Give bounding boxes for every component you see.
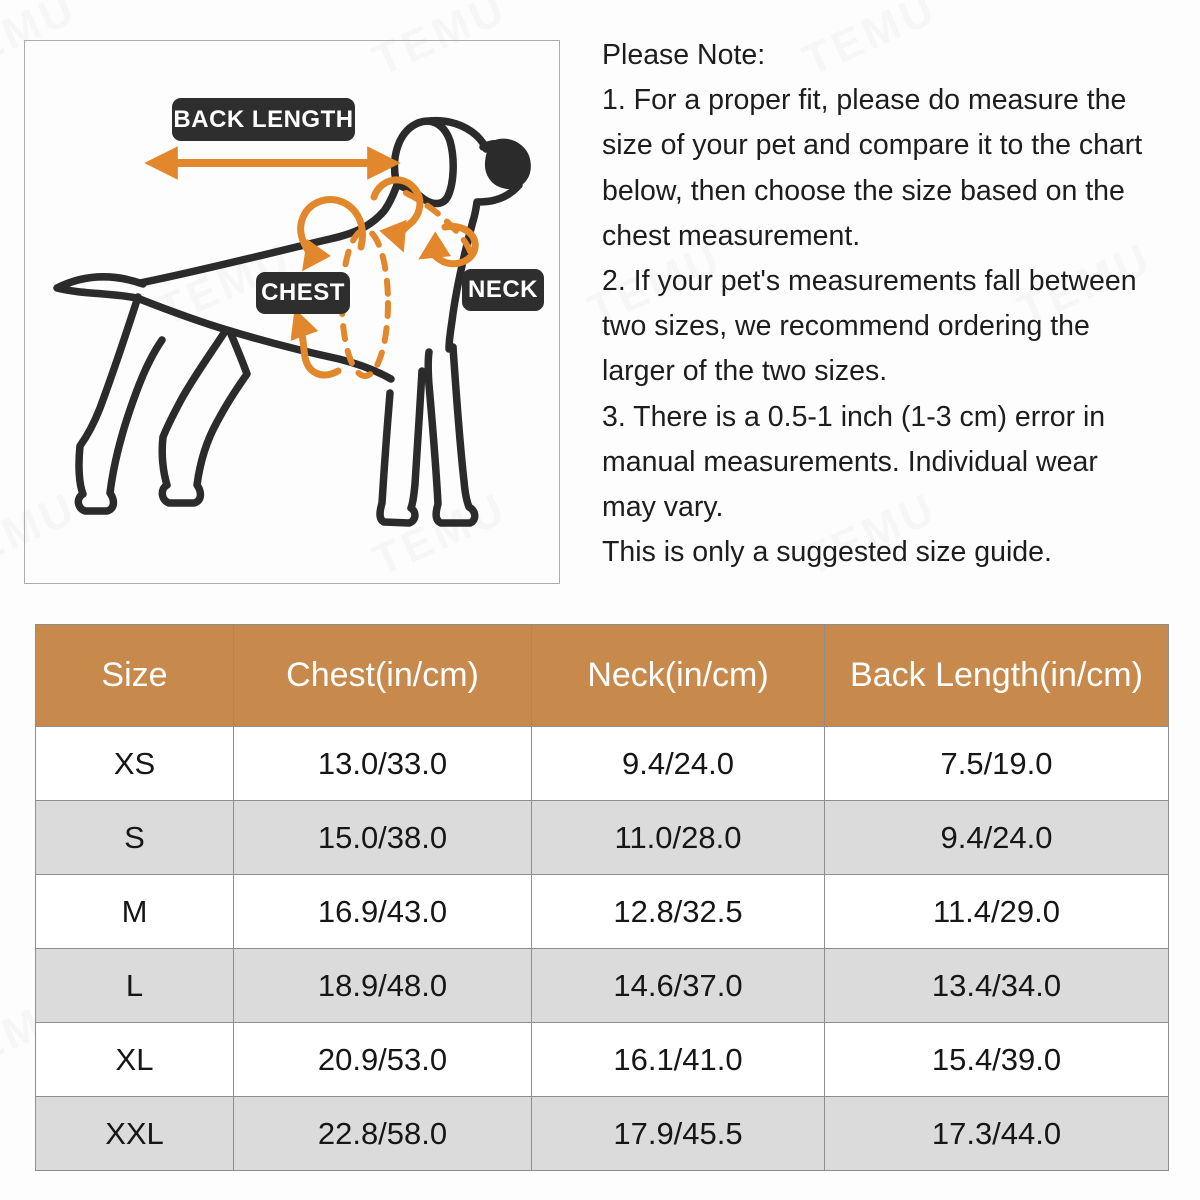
column-header: Neck(in/cm) bbox=[532, 625, 825, 727]
size-cell: S bbox=[36, 801, 234, 875]
measurement-cell: 13.4/34.0 bbox=[825, 949, 1169, 1023]
note-line: larger of the two sizes. bbox=[602, 355, 888, 388]
neck-label: NECK bbox=[462, 269, 544, 311]
chest-label: CHEST bbox=[256, 272, 350, 314]
measurement-cell: 12.8/32.5 bbox=[532, 875, 825, 949]
measurement-cell: 13.0/33.0 bbox=[234, 727, 532, 801]
table-row bbox=[36, 1097, 1169, 1171]
measurement-diagram-panel bbox=[24, 40, 560, 584]
note-line: size of your pet and compare it to the chart bbox=[602, 129, 1143, 162]
measurement-cell: 20.9/53.0 bbox=[234, 1023, 532, 1097]
note-line: 3. There is a 0.5-1 inch (1-3 cm) error in bbox=[602, 400, 1106, 433]
please-note-text bbox=[602, 33, 1182, 575]
measurement-cell: 15.0/38.0 bbox=[234, 801, 532, 875]
note-line: 1. For a proper fit, please do measure the bbox=[602, 84, 1127, 117]
size-cell: XL bbox=[36, 1023, 234, 1097]
measurement-cell: 22.8/58.0 bbox=[234, 1097, 532, 1171]
table-row bbox=[36, 875, 1169, 949]
dog-outline bbox=[57, 121, 527, 523]
size-cell: L bbox=[36, 949, 234, 1023]
measurement-cell: 18.9/48.0 bbox=[234, 949, 532, 1023]
measurement-cell: 16.9/43.0 bbox=[234, 875, 532, 949]
note-line: chest measurement. bbox=[602, 219, 861, 252]
note-line: Please Note: bbox=[602, 39, 766, 71]
measurement-cell: 7.5/19.0 bbox=[825, 727, 1169, 801]
measurement-cell: 16.1/41.0 bbox=[532, 1023, 825, 1097]
note-line: may vary. bbox=[602, 490, 724, 523]
size-cell: XXL bbox=[36, 1097, 234, 1171]
table-row bbox=[36, 801, 1169, 875]
table-row bbox=[36, 727, 1169, 801]
note-line: two sizes, we recommend ordering the bbox=[602, 310, 1090, 343]
table-row bbox=[36, 1023, 1169, 1097]
measurement-cell: 15.4/39.0 bbox=[825, 1023, 1169, 1097]
measurement-cell: 11.4/29.0 bbox=[825, 875, 1169, 949]
chest-bottom-curve-arrow bbox=[298, 318, 338, 375]
measurement-cell: 11.0/28.0 bbox=[532, 801, 825, 875]
measurement-cell: 9.4/24.0 bbox=[825, 801, 1169, 875]
measurement-cell: 14.6/37.0 bbox=[532, 949, 825, 1023]
note-line: manual measurements. Individual wear bbox=[602, 445, 1098, 478]
measurement-cell: 9.4/24.0 bbox=[532, 727, 825, 801]
note-line: 2. If your pet's measurements fall between bbox=[602, 264, 1137, 297]
column-header: Size bbox=[36, 625, 234, 727]
size-cell: M bbox=[36, 875, 234, 949]
size-table-header-row bbox=[36, 625, 1169, 727]
size-cell: XS bbox=[36, 727, 234, 801]
measurement-cell: 17.3/44.0 bbox=[825, 1097, 1169, 1171]
column-header: Back Length(in/cm) bbox=[825, 625, 1169, 727]
back-length-label: BACK LENGTH bbox=[172, 98, 355, 141]
column-header: Chest(in/cm) bbox=[234, 625, 532, 727]
measurement-cell: 17.9/45.5 bbox=[532, 1097, 825, 1171]
size-chart-table bbox=[35, 624, 1169, 1171]
table-row bbox=[36, 949, 1169, 1023]
note-line: This is only a suggested size guide. bbox=[602, 536, 1052, 569]
note-line: below, then choose the size based on the bbox=[602, 174, 1125, 207]
